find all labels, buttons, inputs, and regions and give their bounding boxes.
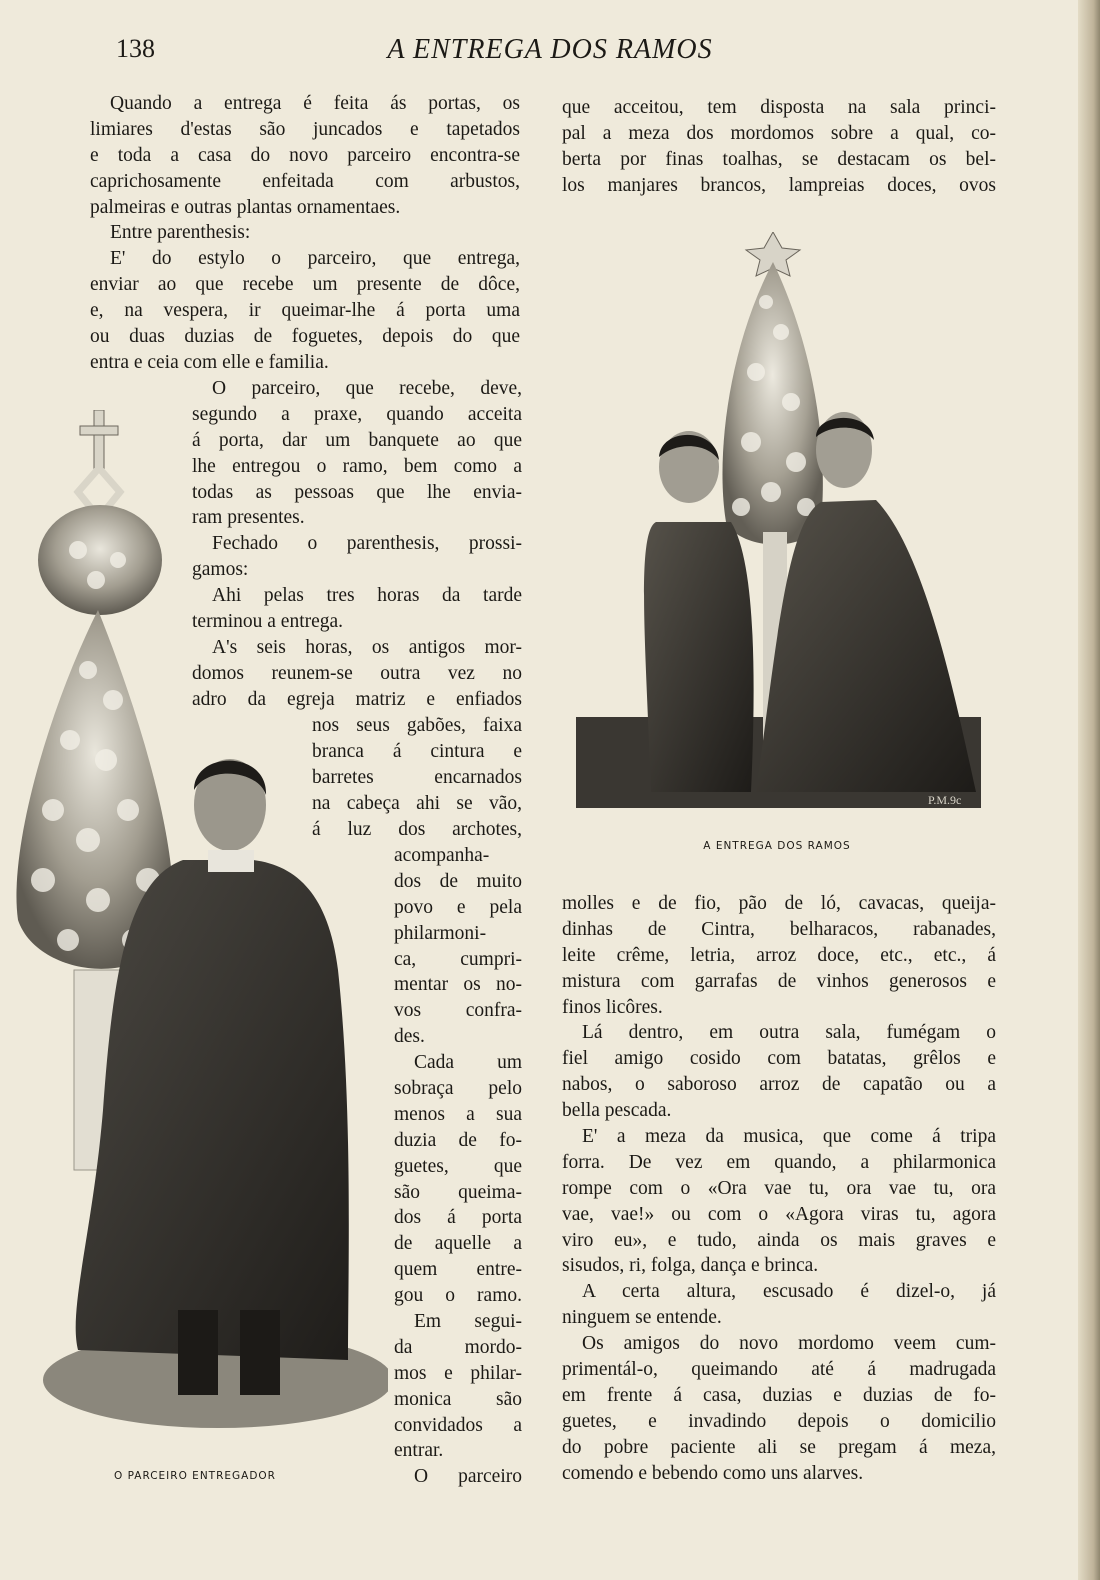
text-line: ram presentes. xyxy=(192,507,305,529)
text-line: bella pescada. xyxy=(562,1100,672,1122)
text-line: mos e philar- xyxy=(394,1362,522,1384)
text-line: do pobre paciente ali se pregam á meza, xyxy=(562,1436,996,1458)
text-line: Ahi pelas tres horas da tarde xyxy=(212,585,522,607)
text-line: E' do estylo o parceiro, que entrega, xyxy=(110,248,520,270)
text-line: Quando a entrega é feita ás portas, os xyxy=(110,93,520,114)
text-line: á porta, dar um banquete ao que xyxy=(192,429,522,451)
text-line: guetes, e invadindo depois o domicilio xyxy=(562,1410,996,1432)
text-line: nabos, o saboroso arroz de capatão ou a xyxy=(562,1074,996,1096)
left-column-text-top xyxy=(90,91,520,376)
text-line: gou o ramo. xyxy=(394,1285,522,1307)
text-line: dinhas de Cintra, belharacos, rabanades, xyxy=(562,918,996,940)
running-head-title: A ENTREGA DOS RAMOS xyxy=(387,34,713,65)
text-line: são queima- xyxy=(394,1181,522,1203)
text-line: branca á cintura e xyxy=(312,740,522,762)
text-line: e toda a casa do novo parceiro encontra-se xyxy=(90,144,520,166)
text-line: Lá dentro, em outra sala, fumégam o xyxy=(582,1022,996,1044)
text-line: sisudos, ri, folga, dança e brinca. xyxy=(562,1255,819,1277)
text-line: primentál-o, queimando até á madrugada xyxy=(562,1359,996,1381)
caption-entrega-dos-ramos: A ENTREGA DOS RAMOS xyxy=(703,840,851,852)
left-column-text-narrow-3 xyxy=(394,843,522,1490)
book-spine-shadow xyxy=(1078,0,1100,1580)
right-column-text-bottom xyxy=(562,891,996,1486)
text-line: E' a meza da musica, que come á tripa xyxy=(582,1126,996,1148)
text-line: Fechado o parenthesis, prossi- xyxy=(212,533,522,555)
text-line: mistura com garrafas de vinhos generosos e xyxy=(562,970,996,992)
text-line: dos de muito xyxy=(394,870,522,892)
text-line: gamos: xyxy=(192,559,249,581)
text-line: philarmoni- xyxy=(394,922,487,944)
text-line: acompanha- xyxy=(394,845,490,866)
photo-illustration xyxy=(8,410,388,1440)
text-line: berta por finas toalhas, se destacam os bel- xyxy=(562,148,996,170)
text-line: los manjares brancos, lampreias doces, ovos xyxy=(562,174,996,196)
text-line: menos a sua xyxy=(394,1103,522,1125)
page-number: 138 xyxy=(116,34,155,63)
text-line: A's seis horas, os antigos mor- xyxy=(212,636,522,658)
text-line: entrar. xyxy=(394,1440,444,1462)
caption-parceiro-entregador: O PARCEIRO ENTREGADOR xyxy=(114,1470,276,1482)
text-line: Entre parenthesis: xyxy=(110,222,251,244)
text-line: ninguem se entende. xyxy=(562,1307,722,1329)
photo-signature: P.M.9c xyxy=(928,793,962,807)
text-line: terminou a entrega. xyxy=(192,611,344,633)
right-column-text-top xyxy=(562,95,996,199)
text-line: guetes, que xyxy=(394,1155,522,1177)
text-line: rompe com o «Ora vae tu, ora vae tu, ora xyxy=(562,1177,996,1199)
text-line: em frente á casa, duzias e duzias de fo- xyxy=(562,1384,996,1406)
text-line: ca, cumpri- xyxy=(394,948,522,970)
text-line: leite crême, letria, arroz doce, etc., etc., á xyxy=(562,944,996,966)
text-line: sobraça pelo xyxy=(394,1078,522,1100)
text-line: de aquelle a xyxy=(394,1233,522,1255)
text-line: lhe entregou o ramo, bem como a xyxy=(192,455,522,477)
text-line: da mordo- xyxy=(394,1336,522,1358)
text-line: nos seus gabões, faixa xyxy=(312,715,522,736)
text-line: enviar ao que recebe um presente de dôce, xyxy=(90,274,520,296)
text-line: palmeiras e outras plantas ornamentaes. xyxy=(90,196,401,218)
text-line: fiel amigo cosido com batatas, grêlos e xyxy=(562,1048,996,1070)
text-line: entra e ceia com elle e familia. xyxy=(90,351,329,373)
text-line: domos reunem-se outra vez no xyxy=(192,662,522,684)
text-line: quem entre- xyxy=(394,1259,522,1281)
text-line: caprichosamente enfeitada com arbustos, xyxy=(90,170,520,192)
text-line: á luz dos archotes, xyxy=(312,818,522,840)
text-line: molles e de fio, pão de ló, cavacas, queija- xyxy=(562,893,996,914)
photo-entrega-dos-ramos xyxy=(576,232,986,808)
text-line: na cabeça ahi se vão, xyxy=(312,792,522,814)
text-line: adro da egreja matriz e enfiados xyxy=(192,688,522,710)
text-line: limiares d'estas são juncados e tapetados xyxy=(90,118,520,140)
text-line: Os amigos do novo mordomo veem cum- xyxy=(582,1333,996,1355)
text-line: O parceiro, que recebe, deve, xyxy=(212,378,522,399)
text-line: viro eu», e tudo, ainda os mais graves e xyxy=(562,1229,996,1251)
text-line: segundo a praxe, quando acceita xyxy=(192,403,522,425)
text-line: A certa altura, escusado é dizel-o, já xyxy=(582,1281,996,1303)
text-line: e, na vespera, ir queimar-lhe á porta uma xyxy=(90,300,520,322)
text-line: Cada um xyxy=(414,1052,522,1074)
text-line: povo e pela xyxy=(394,896,522,918)
photo-illustration xyxy=(576,232,986,808)
text-line: O parceiro xyxy=(414,1466,522,1488)
text-line: todas as pessoas que lhe envia- xyxy=(192,481,522,503)
text-line: mentar os no- xyxy=(394,974,522,996)
text-line: pal a meza dos mordomos sobre a qual, co- xyxy=(562,122,996,144)
text-line: Em segui- xyxy=(414,1311,522,1333)
text-line: ou duas duzias de foguetes, depois do que xyxy=(90,326,520,348)
text-line: que acceitou, tem disposta na sala princi- xyxy=(562,97,996,118)
text-line: forra. De vez em quando, a philarmonica xyxy=(562,1151,996,1173)
text-line: monica são xyxy=(394,1388,522,1410)
text-line: convidados a xyxy=(394,1414,522,1436)
text-line: des. xyxy=(394,1026,425,1048)
photo-parceiro-entregador xyxy=(8,410,388,1440)
text-line: finos licôres. xyxy=(562,996,663,1018)
text-line: vos confra- xyxy=(394,1000,522,1022)
text-line: dos á porta xyxy=(394,1207,522,1229)
text-line: comendo e bebendo como uns alarves. xyxy=(562,1462,864,1484)
text-line: barretes encarnados xyxy=(312,766,522,788)
text-line: vae, vae!» ou com o «Agora viras tu, agora xyxy=(562,1203,996,1225)
text-line: duzia de fo- xyxy=(394,1129,522,1151)
